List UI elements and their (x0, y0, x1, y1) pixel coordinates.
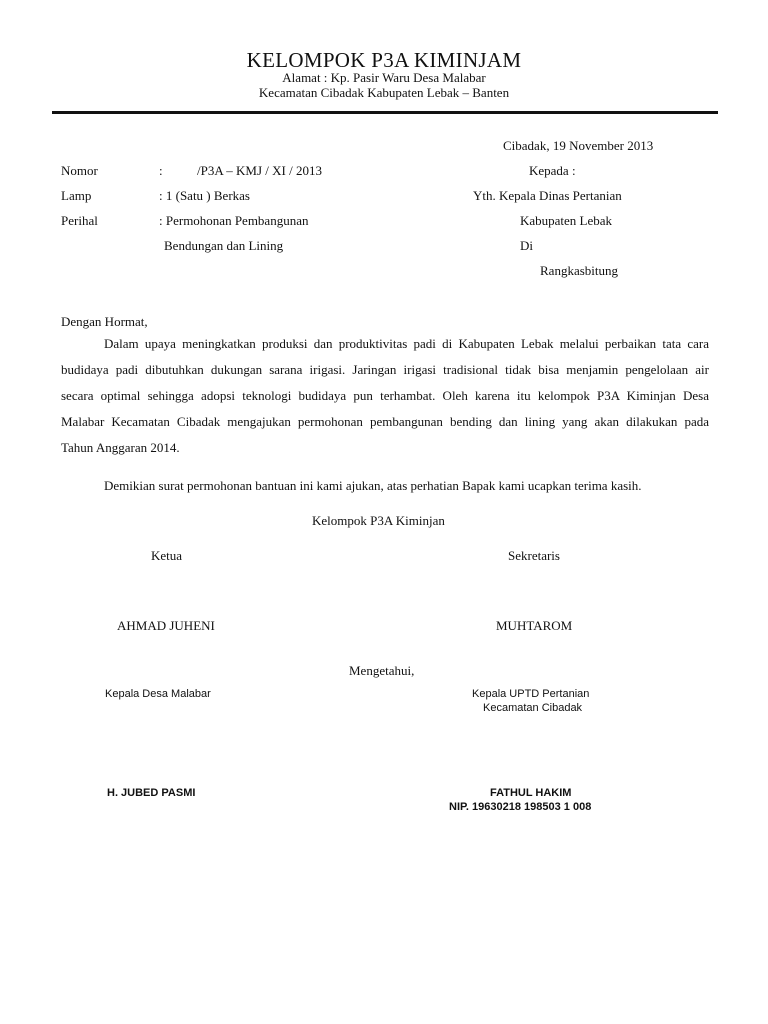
ketua-name: AHMAD JUHENI (117, 618, 215, 633)
ketua-title: Ketua (151, 548, 183, 563)
uptd-title-line2: Kecamatan Cibadak (483, 702, 583, 714)
lamp-value: : 1 (Satu ) Berkas (159, 188, 250, 203)
recipient-kepada: Kepada : (529, 163, 576, 178)
letterhead-divider (52, 111, 718, 114)
letterhead-address-line2: Kecamatan Cibadak Kabupaten Lebak – Banten (258, 85, 510, 100)
kades-name: H. JUBED PASMI (107, 787, 196, 799)
closing-sentence: Demikian surat permohonan bantuan ini kami ajukan, atas perhatian Bapak kami ucapkan terima kasih. (104, 478, 642, 493)
recipient-line4: Rangkasbitung (540, 263, 618, 278)
nomor-label: Nomor (61, 163, 98, 178)
nomor-colon: : (159, 163, 163, 178)
letterhead-title: KELOMPOK P3A KIMINJAM (246, 48, 522, 72)
letterhead-address-line1: Alamat : Kp. Pasir Waru Desa Malabar (282, 70, 486, 85)
letter-date: Cibadak, 19 November 2013 (503, 138, 654, 153)
uptd-nip: NIP. 19630218 198503 1 008 (449, 801, 592, 813)
kades-title: Kepala Desa Malabar (105, 688, 211, 700)
body-paragraph-line: Dalam upaya meningkatkan produksi dan produktivitas padi di Kabupaten Lebak melalui perbaikan tata cara (104, 336, 709, 351)
body-paragraph (61, 331, 709, 461)
sekretaris-title: Sekretaris (508, 548, 560, 563)
perihal-value-line1: : Permohonan Pembangunan (159, 213, 309, 228)
greeting: Dengan Hormat, (61, 314, 148, 329)
perihal-value-line2: Bendungan dan Lining (164, 238, 284, 253)
recipient-line3: Di (520, 238, 533, 253)
body-paragraph-line: secara optimal sehingga adopsi teknologi budidaya pun terhambat. Oleh karena itu kelompok P3A Kiminjan Desa (61, 388, 709, 403)
mengetahui-label: Mengetahui, (349, 663, 415, 678)
body-paragraph-line: Tahun Anggaran 2014. (61, 440, 180, 455)
uptd-name: FATHUL HAKIM (490, 787, 572, 799)
recipient-line2: Kabupaten Lebak (520, 213, 613, 228)
body-paragraph-line: budidaya padi dibutuhkan dukungan sarana irigasi. Jaringan irigasi tradisional tidak bisa menjamin pengelolaan air (61, 362, 709, 377)
sekretaris-name: MUHTAROM (496, 618, 573, 633)
perihal-label: Perihal (61, 213, 98, 228)
recipient-line1: Yth. Kepala Dinas Pertanian (473, 188, 622, 203)
uptd-title-line1: Kepala UPTD Pertanian (472, 688, 590, 700)
nomor-value: /P3A – KMJ / XI / 2013 (197, 163, 322, 178)
group-name: Kelompok P3A Kiminjan (312, 513, 445, 528)
body-paragraph-line: Malabar Kecamatan Cibadak mengajukan permohonan pembangunan bending dan lining yang akan dilakukan pada (61, 414, 709, 429)
lamp-label: Lamp (61, 188, 92, 203)
